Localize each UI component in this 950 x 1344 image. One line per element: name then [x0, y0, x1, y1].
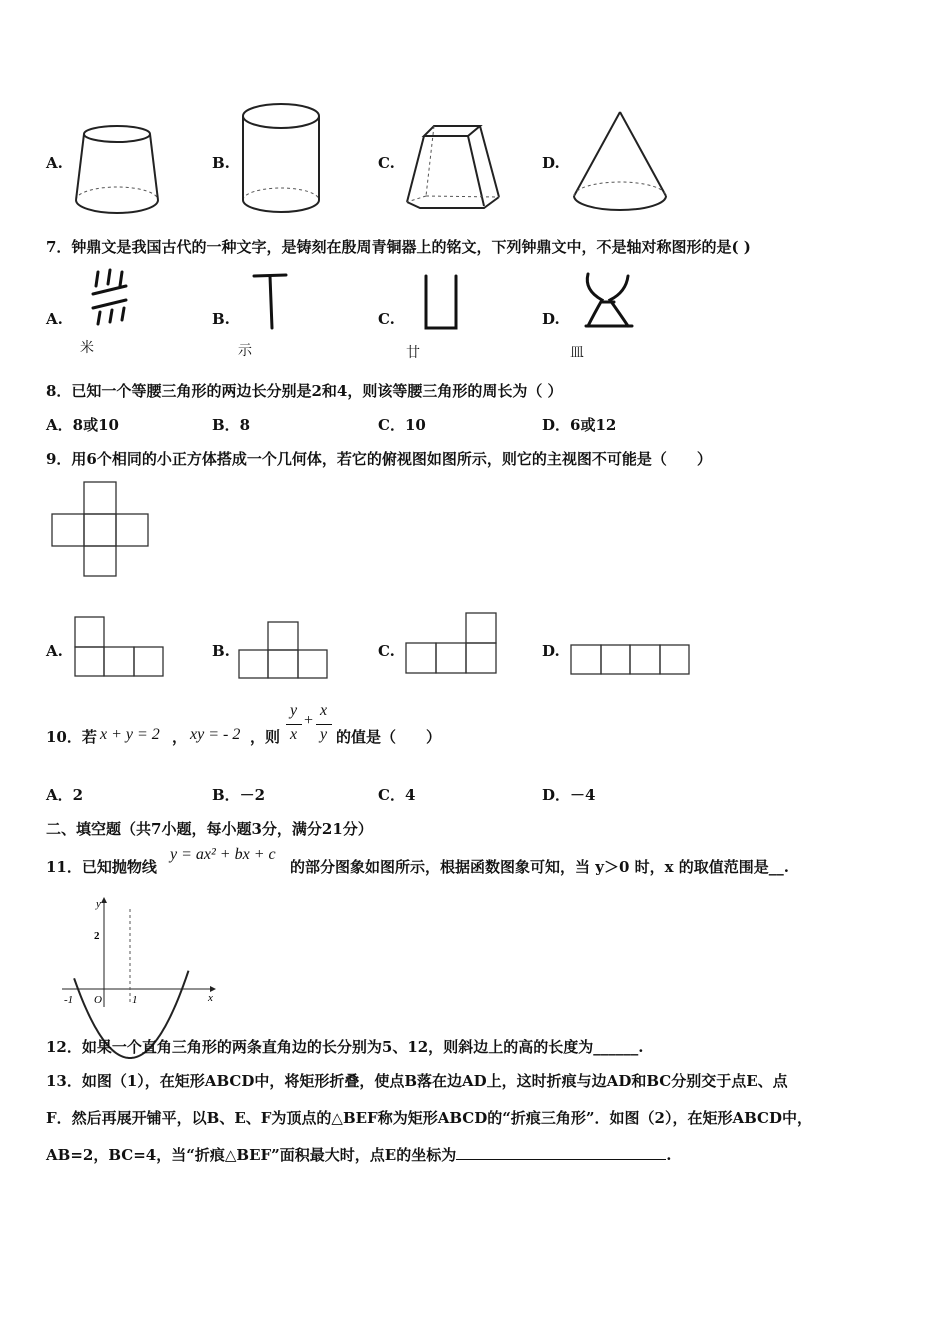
q8-option-a[interactable]: A．8或10: [46, 416, 119, 434]
q12-text: 12．如果一个直角三角形的两条直角边的长分别为5、12，则斜边上的高的长度为______.: [46, 1038, 644, 1056]
y-axis-arrow: [101, 897, 107, 903]
section-heading: 二、填空题（共7小题，每小题3分，满分21分）: [46, 820, 373, 838]
front-view-d-figure: [570, 644, 692, 678]
q10-suffix: 的值是（ ）: [336, 728, 442, 746]
q6-option-c[interactable]: C.: [378, 154, 395, 172]
q11-formula: y = ax² + bx + c: [170, 846, 276, 863]
q8-option-d[interactable]: D．6或12: [542, 416, 617, 434]
q7-caption-a: 米: [80, 340, 94, 356]
q13-line2: F．然后再展开铺平，以B、E、F为顶点的△BEF称为矩形ABCD的“折痕三角形”．如图（2），在矩形ABCD中，: [46, 1109, 812, 1127]
q10-frac1-num: y: [290, 702, 298, 719]
origin-label: O: [94, 994, 102, 1006]
q7-stem: 7．钟鼎文是我国古代的一种文字，是铸刻在殷周青铜器上的铭文，下列钟鼎文中，不是轴对称图形的是( ): [46, 238, 751, 256]
q10-option-b[interactable]: B．－2: [212, 786, 266, 804]
q10-frac1-den: x: [290, 726, 298, 743]
bronze-glyph-mi-icon: [90, 268, 140, 328]
q9-stem: 9．用6个相同的小正方体搭成一个几何体，若它的俯视图如图所示，则它的主视图不可能是（ ）: [46, 450, 712, 468]
frustum-figure: [72, 122, 167, 222]
prism-frustum-figure: [404, 122, 504, 217]
q13-answer-blank[interactable]: [456, 1145, 666, 1160]
q10-sep: ，: [172, 728, 188, 746]
bronze-glyph-nian-icon: [418, 272, 463, 334]
q10-frac1-bar: [286, 724, 302, 725]
q10-plus: +: [304, 712, 314, 729]
q13-line3: [46, 1144, 671, 1165]
cone-figure: [570, 108, 670, 218]
top-view-figure: [50, 480, 150, 580]
q9-option-d[interactable]: D.: [542, 642, 560, 660]
q9-option-c[interactable]: C.: [378, 642, 395, 660]
q7-caption-b: 示: [238, 343, 252, 359]
q10-frac2-bar: [316, 724, 332, 725]
q10-option-a[interactable]: A．2: [46, 786, 84, 804]
q6-option-a[interactable]: A.: [46, 154, 63, 172]
tick-neg1: -1: [64, 994, 74, 1006]
front-view-b-figure: [238, 620, 330, 680]
q13-line3-text: AB=2，BC=4，当“折痕△BEF”面积最大时，点E的坐标为: [46, 1146, 457, 1164]
bronze-glyph-min-icon: [582, 270, 637, 332]
q8-option-c[interactable]: C．10: [378, 416, 426, 434]
q10-expr2: xy = - 2: [190, 726, 241, 743]
q10-option-c[interactable]: C．4: [378, 786, 416, 804]
front-view-a-figure: [74, 616, 166, 678]
q13-line1: 13．如图（1），在矩形ABCD中，将矩形折叠，使点B落在边AD上，这时折痕与边AD和BC分别交于点E、点: [46, 1072, 788, 1090]
parabola-graph: [60, 895, 220, 1010]
q7-option-c[interactable]: C.: [378, 310, 395, 328]
q7-option-b[interactable]: B.: [212, 310, 230, 328]
bronze-glyph-shi-icon: [250, 270, 290, 330]
q9-option-b[interactable]: B.: [212, 642, 230, 660]
x-axis-label: x: [208, 992, 213, 1004]
tick-1: 1: [132, 994, 138, 1006]
q10-prefix: 10．若: [46, 728, 97, 746]
q7-caption-d: 皿: [570, 345, 584, 361]
q7-option-d[interactable]: D.: [542, 310, 560, 328]
tick-2: 2: [94, 930, 100, 942]
q13-line3-end: .: [666, 1146, 672, 1164]
q6-option-b[interactable]: B.: [212, 154, 230, 172]
q10-expr1: x + y = 2: [100, 726, 160, 743]
q7-caption-c: 廿: [406, 345, 420, 361]
q8-stem: 8．已知一个等腰三角形的两边长分别是2和4，则该等腰三角形的周长为（ ）: [46, 382, 563, 400]
q11-prefix: 11．已知抛物线: [46, 858, 157, 876]
front-view-c-figure: [405, 612, 500, 676]
q10-option-d[interactable]: D．－4: [542, 786, 596, 804]
q8-option-b[interactable]: B．8: [212, 416, 251, 434]
y-axis-label: y: [96, 898, 101, 910]
q10-frac2-num: x: [320, 702, 328, 719]
q9-option-a[interactable]: A.: [46, 642, 63, 660]
cylinder-figure: [240, 100, 325, 220]
q10-frac2-den: y: [320, 726, 328, 743]
q11-suffix: 的部分图象如图所示，根据函数图象可知，当 y＞0 时，x 的取值范围是__.: [290, 858, 789, 876]
q10-mid: ，则: [250, 728, 281, 746]
q6-option-d[interactable]: D.: [542, 154, 560, 172]
q7-option-a[interactable]: A.: [46, 310, 63, 328]
